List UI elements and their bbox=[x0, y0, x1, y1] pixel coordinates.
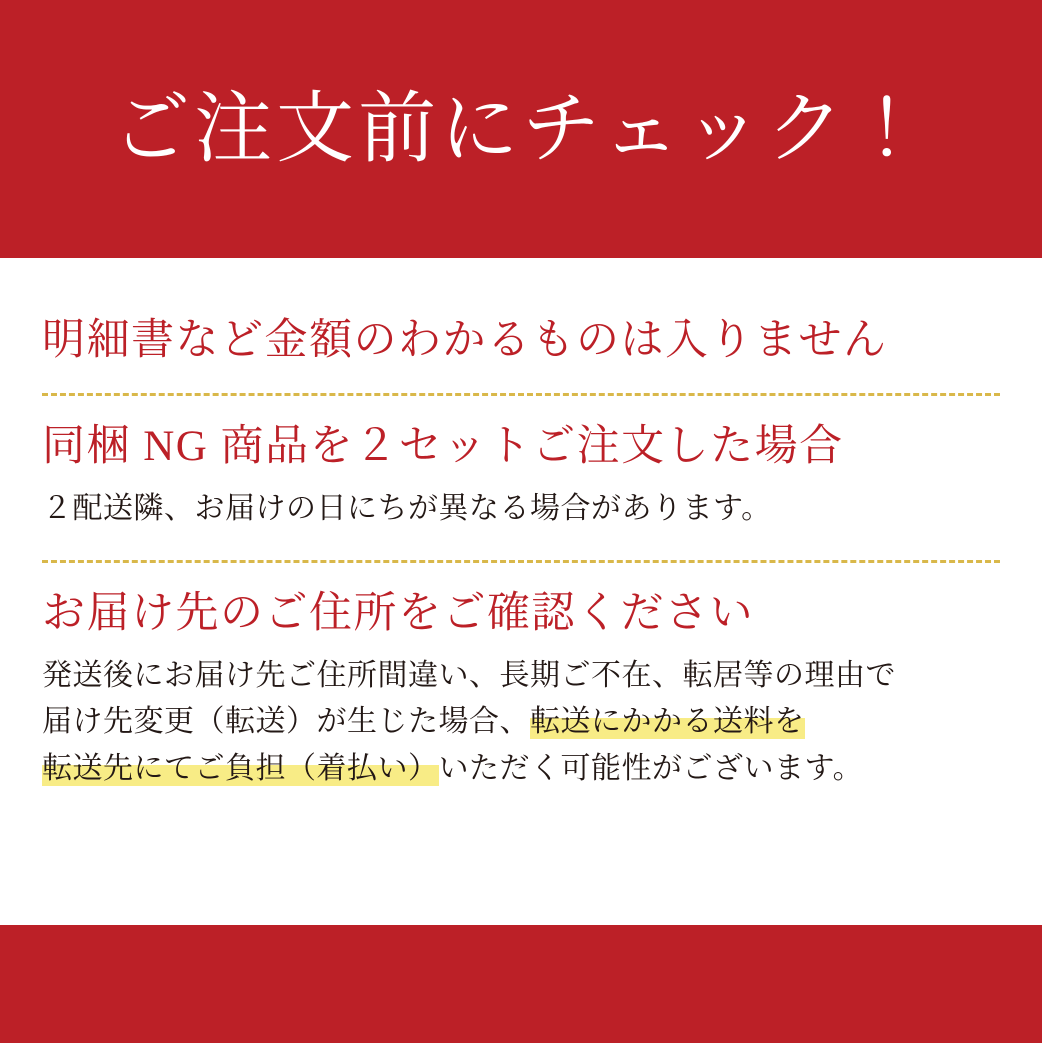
footer-bar bbox=[0, 925, 1042, 1043]
section-divider-2 bbox=[42, 560, 1000, 563]
page-title: ご注文前にチェック！ bbox=[112, 85, 930, 172]
text-highlighted: 転送先にてご負担（着払い） bbox=[42, 751, 439, 785]
text-plain: いただく可能性がございます。 bbox=[438, 751, 864, 785]
section-divider-1 bbox=[42, 393, 1000, 396]
notice-content bbox=[0, 258, 1042, 925]
section-3-body-line-1 bbox=[42, 653, 1000, 700]
header-banner bbox=[0, 0, 1042, 258]
section-2-body-line-1: ２配送隣、お届けの日にちが異なる場合があります。 bbox=[42, 491, 772, 525]
section-2-body bbox=[42, 486, 1000, 533]
section-1-heading: 明細書など金額のわかるものは入りません bbox=[42, 317, 888, 364]
section-2-heading: 同梱 NG 商品を２セットご注文した場合 bbox=[42, 423, 844, 471]
text-plain: 届け先変更（転送）が生じた場合、 bbox=[42, 705, 530, 739]
section-3-heading: お届け先のご住所をご確認ください bbox=[42, 590, 754, 638]
notice-section-1 bbox=[42, 316, 1000, 365]
text-highlighted: 転送にかかる送料を bbox=[530, 705, 805, 739]
section-3-body-line-3 bbox=[42, 746, 1000, 793]
notice-section-2 bbox=[42, 422, 1000, 532]
section-3-body-line-2 bbox=[42, 699, 1000, 746]
section-3-body bbox=[42, 653, 1000, 793]
notice-section-3 bbox=[42, 589, 1000, 792]
text-plain: 発送後にお届け先ご住所間違い、長期ご不在、転居等の理由で bbox=[42, 658, 896, 692]
